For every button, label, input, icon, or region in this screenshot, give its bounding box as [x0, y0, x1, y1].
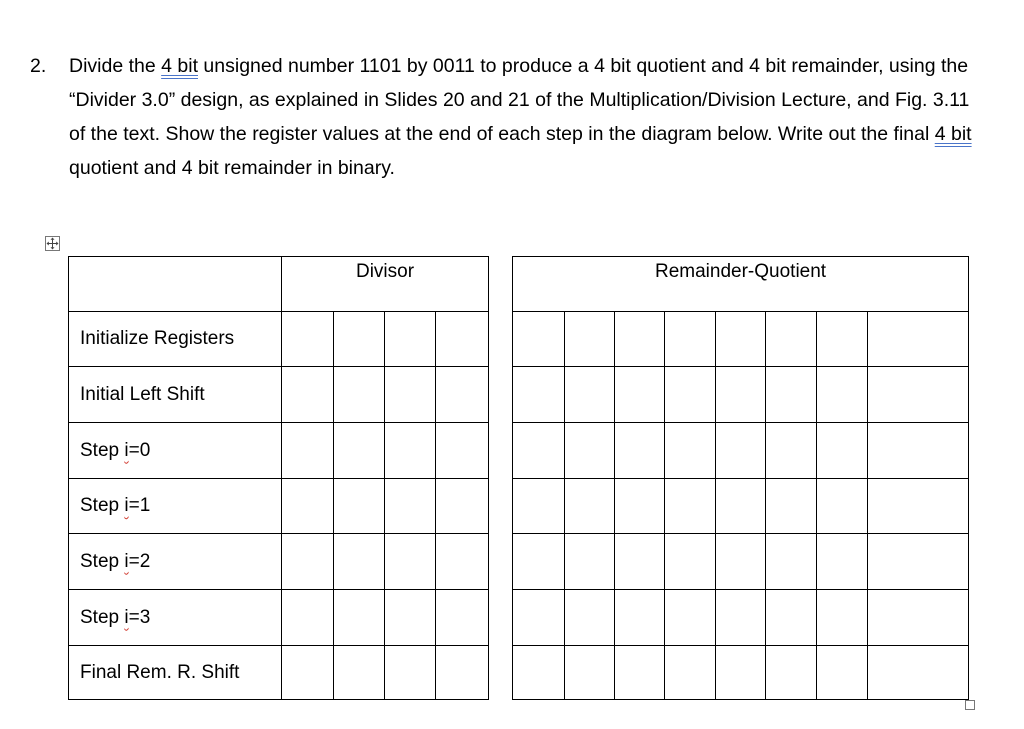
remainder-bit-cell[interactable]: [665, 479, 716, 534]
remainder-bit-cell[interactable]: [716, 534, 766, 590]
divisor-bit-cell[interactable]: [436, 423, 489, 479]
row-label-text: Step: [80, 439, 125, 461]
divisor-bit-cell[interactable]: [385, 646, 436, 700]
divisor-header: [282, 257, 489, 312]
remainder-bit-cell[interactable]: [868, 534, 969, 590]
step-row: [69, 423, 489, 479]
remainder-bit-cell[interactable]: [868, 646, 969, 700]
step-row: [69, 367, 489, 423]
row-label: [69, 646, 282, 700]
remainder-bit-cell[interactable]: [817, 367, 868, 423]
divisor-bit-cell[interactable]: [334, 590, 385, 646]
remainder-bit-cell[interactable]: [565, 479, 615, 534]
spellcheck-word: i: [124, 495, 129, 516]
remainder-bit-cell[interactable]: [513, 367, 565, 423]
remainder-bit-cell[interactable]: [665, 312, 716, 367]
row-label: [69, 590, 282, 646]
remainder-bit-cell[interactable]: [615, 534, 665, 590]
question-segment: Divide the: [69, 55, 162, 77]
divisor-bit-cell[interactable]: [282, 423, 334, 479]
remainder-bit-cell[interactable]: [565, 646, 615, 700]
remainder-bit-cell[interactable]: [615, 590, 665, 646]
divisor-bit-cell[interactable]: [282, 479, 334, 534]
row-label-text: Step: [80, 606, 125, 628]
divisor-bit-cell[interactable]: [436, 534, 489, 590]
row-label-suffix: =2: [128, 550, 151, 572]
remainder-bit-cell[interactable]: [868, 423, 969, 479]
remainder-bit-cell[interactable]: [766, 312, 817, 367]
remainder-bit-cell[interactable]: [513, 646, 565, 700]
step-row: [513, 590, 969, 646]
remainder-bit-cell[interactable]: [716, 590, 766, 646]
spellcheck-word: i: [124, 550, 129, 572]
row-label-suffix: =3: [128, 606, 151, 628]
remainder-bit-cell[interactable]: [766, 367, 817, 423]
remainder-bit-cell[interactable]: [513, 534, 565, 590]
remainder-bit-cell[interactable]: [665, 590, 716, 646]
remainder-bit-cell[interactable]: [716, 367, 766, 423]
remainder-bit-cell[interactable]: [615, 646, 665, 700]
remainder-bit-cell[interactable]: [868, 479, 969, 534]
table-resize-handle-icon[interactable]: [965, 700, 975, 710]
remainder-bit-cell[interactable]: [817, 423, 868, 479]
divisor-bit-cell[interactable]: [436, 479, 489, 534]
remainder-bit-cell[interactable]: [766, 423, 817, 479]
row-label: [69, 367, 282, 423]
divisor-bit-cell[interactable]: [385, 534, 436, 590]
remainder-bit-cell[interactable]: [868, 590, 969, 646]
row-label-text: Step: [80, 495, 125, 516]
divisor-bit-cell[interactable]: [282, 367, 334, 423]
step-row: [513, 367, 969, 423]
underlined-term: 4 bit: [161, 55, 198, 77]
divisor-bit-cell[interactable]: [436, 646, 489, 700]
divisor-bit-cell[interactable]: [385, 479, 436, 534]
row-label-suffix: =1: [128, 495, 151, 516]
divisor-bit-cell[interactable]: [282, 646, 334, 700]
question-number: 2.: [30, 55, 47, 77]
remainder-bit-cell[interactable]: [868, 312, 969, 367]
remainder-bit-cell[interactable]: [766, 646, 817, 700]
divisor-bit-cell[interactable]: [282, 590, 334, 646]
divisor-bit-cell[interactable]: [436, 312, 489, 367]
question-segment: unsigned number 1101 by 0011 to produce a 4 bit quotient and 4 bit remainder, using the “Divider 3.0” design, as explained in Slides 20 and 21 of the Multiplication/Division Lecture, and Fig. 3.11 of the text. Show the register values at the end of each step in the diagram below. Write out the final: [69, 55, 970, 145]
spellcheck-word: i: [124, 606, 129, 628]
remainder-bit-cell[interactable]: [817, 479, 868, 534]
row-label: [69, 423, 282, 479]
divisor-bit-cell[interactable]: [334, 312, 385, 367]
divisor-bit-cell[interactable]: [385, 312, 436, 367]
remainder-bit-cell[interactable]: [766, 590, 817, 646]
divisor-bit-cell[interactable]: [334, 479, 385, 534]
step-row: [513, 312, 969, 367]
step-row: [513, 423, 969, 479]
step-row: [69, 312, 489, 367]
divisor-bit-cell[interactable]: [385, 367, 436, 423]
row-label-suffix: =0: [128, 439, 151, 461]
table-move-handle-icon[interactable]: [45, 236, 60, 251]
row-label: [69, 479, 282, 534]
step-row: [69, 534, 489, 590]
remainder-bit-cell[interactable]: [565, 312, 615, 367]
step-row: [69, 479, 489, 534]
row-label: [69, 534, 282, 590]
remainder-bit-cell[interactable]: [665, 534, 716, 590]
remainder-bit-cell[interactable]: [565, 590, 615, 646]
divisor-bit-cell[interactable]: [385, 590, 436, 646]
spellcheck-word: i: [124, 439, 129, 461]
remainder-bit-cell[interactable]: [615, 479, 665, 534]
divisor-bit-cell[interactable]: [385, 423, 436, 479]
row-label-text: Initial Left Shift: [80, 383, 205, 405]
divisor-bit-cell[interactable]: [334, 646, 385, 700]
question-text: [69, 49, 989, 185]
divisor-bit-cell[interactable]: [334, 423, 385, 479]
step-row: [69, 590, 489, 646]
remainder-bit-cell[interactable]: [513, 312, 565, 367]
divisor-bit-cell[interactable]: [436, 367, 489, 423]
divisor-bit-cell[interactable]: [282, 534, 334, 590]
remainder-bit-cell[interactable]: [513, 590, 565, 646]
underlined-term: 4 bit: [934, 123, 972, 145]
remainder-bit-cell[interactable]: [716, 312, 766, 367]
remainder-bit-cell[interactable]: [665, 367, 716, 423]
step-row: [513, 534, 969, 590]
remainder-quotient-header-label: Remainder-Quotient: [655, 261, 827, 282]
remainder-bit-cell[interactable]: [565, 367, 615, 423]
remainder-bit-cell[interactable]: [817, 534, 868, 590]
remainder-bit-cell[interactable]: [513, 423, 565, 479]
divisor-header-label: Divisor: [355, 261, 415, 282]
row-label-text: Step: [80, 550, 125, 572]
divisor-bit-cell[interactable]: [282, 312, 334, 367]
remainder-bit-cell[interactable]: [716, 479, 766, 534]
divisor-table: [68, 256, 489, 700]
remainder-bit-cell[interactable]: [766, 534, 817, 590]
remainder-bit-cell[interactable]: [716, 646, 766, 700]
remainder-quotient-table: [512, 256, 969, 700]
remainder-bit-cell[interactable]: [817, 590, 868, 646]
remainder-bit-cell[interactable]: [716, 423, 766, 479]
step-row: [513, 646, 969, 700]
corner-cell: [69, 257, 282, 312]
remainder-bit-cell[interactable]: [615, 423, 665, 479]
remainder-bit-cell[interactable]: [817, 646, 868, 700]
divisor-bit-cell[interactable]: [334, 534, 385, 590]
remainder-bit-cell[interactable]: [766, 479, 817, 534]
question-segment: quotient and 4 bit remainder in binary.: [69, 157, 395, 179]
divisor-bit-cell[interactable]: [334, 367, 385, 423]
remainder-bit-cell[interactable]: [665, 646, 716, 700]
remainder-quotient-header: [513, 257, 969, 312]
header-row: [513, 257, 969, 312]
row-label-text: Initialize Registers: [80, 328, 235, 349]
row-label-text: Final Rem. R. Shift: [80, 661, 240, 683]
remainder-bit-cell[interactable]: [817, 312, 868, 367]
remainder-bit-cell[interactable]: [665, 423, 716, 479]
remainder-bit-cell[interactable]: [615, 367, 665, 423]
remainder-bit-cell[interactable]: [565, 534, 615, 590]
divisor-bit-cell[interactable]: [436, 590, 489, 646]
step-row: [513, 479, 969, 534]
remainder-bit-cell[interactable]: [565, 423, 615, 479]
remainder-bit-cell[interactable]: [513, 479, 565, 534]
step-row: [69, 646, 489, 700]
row-label: [69, 312, 282, 367]
remainder-bit-cell[interactable]: [868, 367, 969, 423]
header-row: [69, 257, 489, 312]
remainder-bit-cell[interactable]: [615, 312, 665, 367]
